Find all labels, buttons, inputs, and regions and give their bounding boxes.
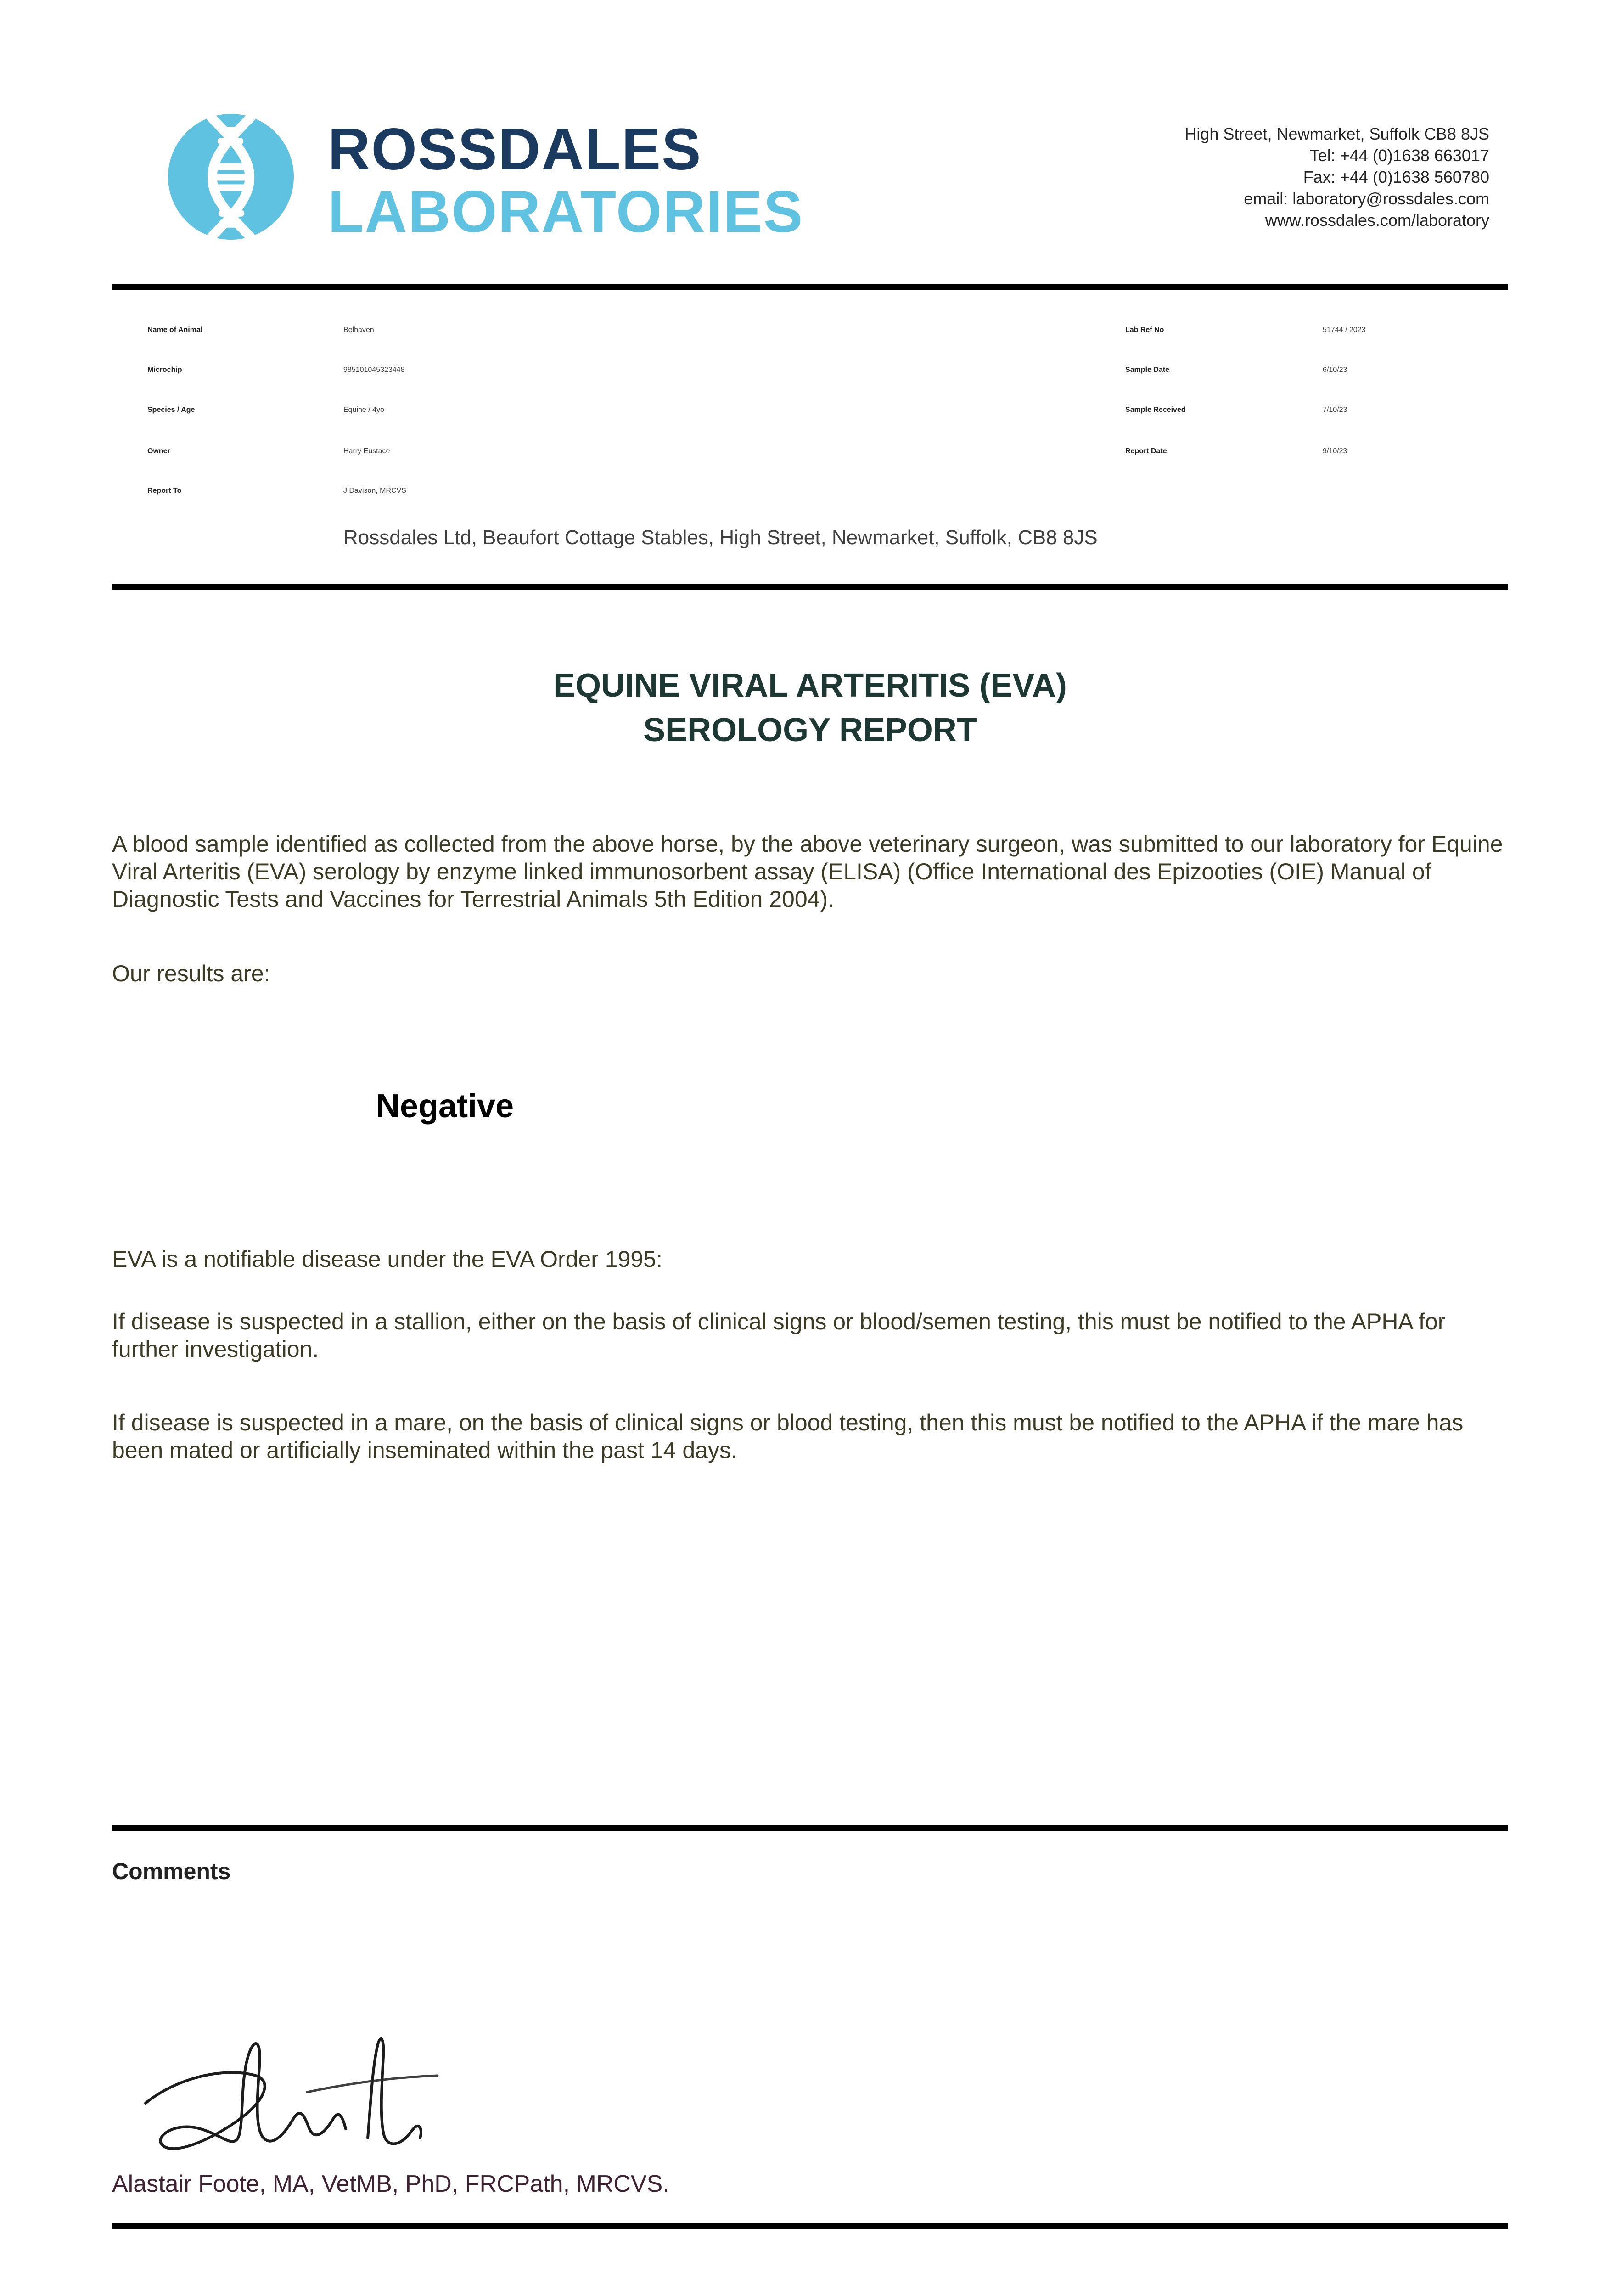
brand-name-line2: LABORATORIES (328, 179, 804, 245)
detail-label-report-date: Report Date (1125, 447, 1167, 455)
comments-divider (112, 1825, 1508, 1831)
contact-address: High Street, Newmarket, Suffolk CB8 8JS (1184, 124, 1489, 143)
report-title-line2: SEROLOGY REPORT (643, 712, 977, 748)
signature-image (122, 2024, 464, 2164)
detail-label-report-to: Report To (147, 487, 182, 495)
detail-label-species-age: Species / Age (147, 406, 195, 414)
detail-label-sample-date: Sample Date (1125, 366, 1170, 374)
brand-name (328, 118, 803, 243)
header-divider (112, 284, 1508, 290)
brand-name-line1: ROSSDALES (328, 117, 702, 182)
dna-logo-icon (167, 113, 295, 241)
detail-label-owner: Owner (147, 447, 170, 455)
footer-bar (112, 2223, 1508, 2229)
contact-fax: Fax: +44 (0)1638 560780 (1303, 168, 1489, 186)
mare-paragraph: If disease is suspected in a mare, on the basis of clinical signs or blood testing, then this must be notified to the APHA if the mare has been mated or artificially inseminated within the past 14 days. (112, 1410, 1464, 1463)
detail-value-name-of-animal: Belhaven (343, 326, 374, 334)
detail-value-sample-date: 6/10/23 (1323, 366, 1347, 374)
detail-value-sample-received: 7/10/23 (1323, 406, 1347, 414)
detail-label-sample-received: Sample Received (1125, 406, 1186, 414)
result-value: Negative (376, 1088, 514, 1125)
comments-heading: Comments (112, 1858, 231, 1884)
report-title (112, 664, 1508, 753)
report-to-address: Rossdales Ltd, Beaufort Cottage Stables, High Street, Newmarket, Suffolk, CB8 8JS (343, 526, 1098, 549)
detail-value-owner: Harry Eustace (343, 447, 390, 455)
intro-paragraph: A blood sample identified as collected from the above horse, by the above veterinary surgeon, was submitted to our laboratory for Equine Viral Arteritis (EVA) serology by enzyme linked immunosorbent assay (ELISA) (Office International des Epizooties (OIE) Manual of Diagnostic Tests and Vaccines for Terrestrial Animals 5th Edition 2004). (112, 831, 1503, 912)
details-divider (112, 584, 1508, 590)
detail-label-microchip: Microchip (147, 366, 182, 374)
signatory-name: Alastair Foote, MA, VetMB, PhD, FRCPath, MRCVS. (112, 2171, 669, 2197)
stallion-paragraph: If disease is suspected in a stallion, either on the basis of clinical signs or blood/semen testing, this must be notified to the APHA for further investigation. (112, 1309, 1446, 1362)
detail-value-species-age: Equine / 4yo (343, 406, 384, 414)
detail-label-name-of-animal: Name of Animal (147, 326, 203, 334)
notifiable-statement: EVA is a notifiable disease under the EVA Order 1995: (112, 1246, 662, 1272)
contact-website: www.rossdales.com/laboratory (1265, 211, 1489, 230)
contact-tel: Tel: +44 (0)1638 663017 (1309, 146, 1489, 165)
results-label: Our results are: (112, 961, 270, 986)
contact-email: email: laboratory@rossdales.com (1244, 189, 1489, 208)
report-title-line1: EQUINE VIRAL ARTERITIS (EVA) (553, 667, 1067, 704)
detail-value-microchip: 985101045323448 (343, 366, 405, 374)
contact-block (1184, 123, 1489, 231)
detail-value-report-to: J Davison, MRCVS (343, 487, 406, 495)
detail-value-report-date: 9/10/23 (1323, 447, 1347, 455)
detail-label-lab-ref-no: Lab Ref No (1125, 326, 1164, 334)
detail-value-lab-ref-no: 51744 / 2023 (1323, 326, 1366, 334)
